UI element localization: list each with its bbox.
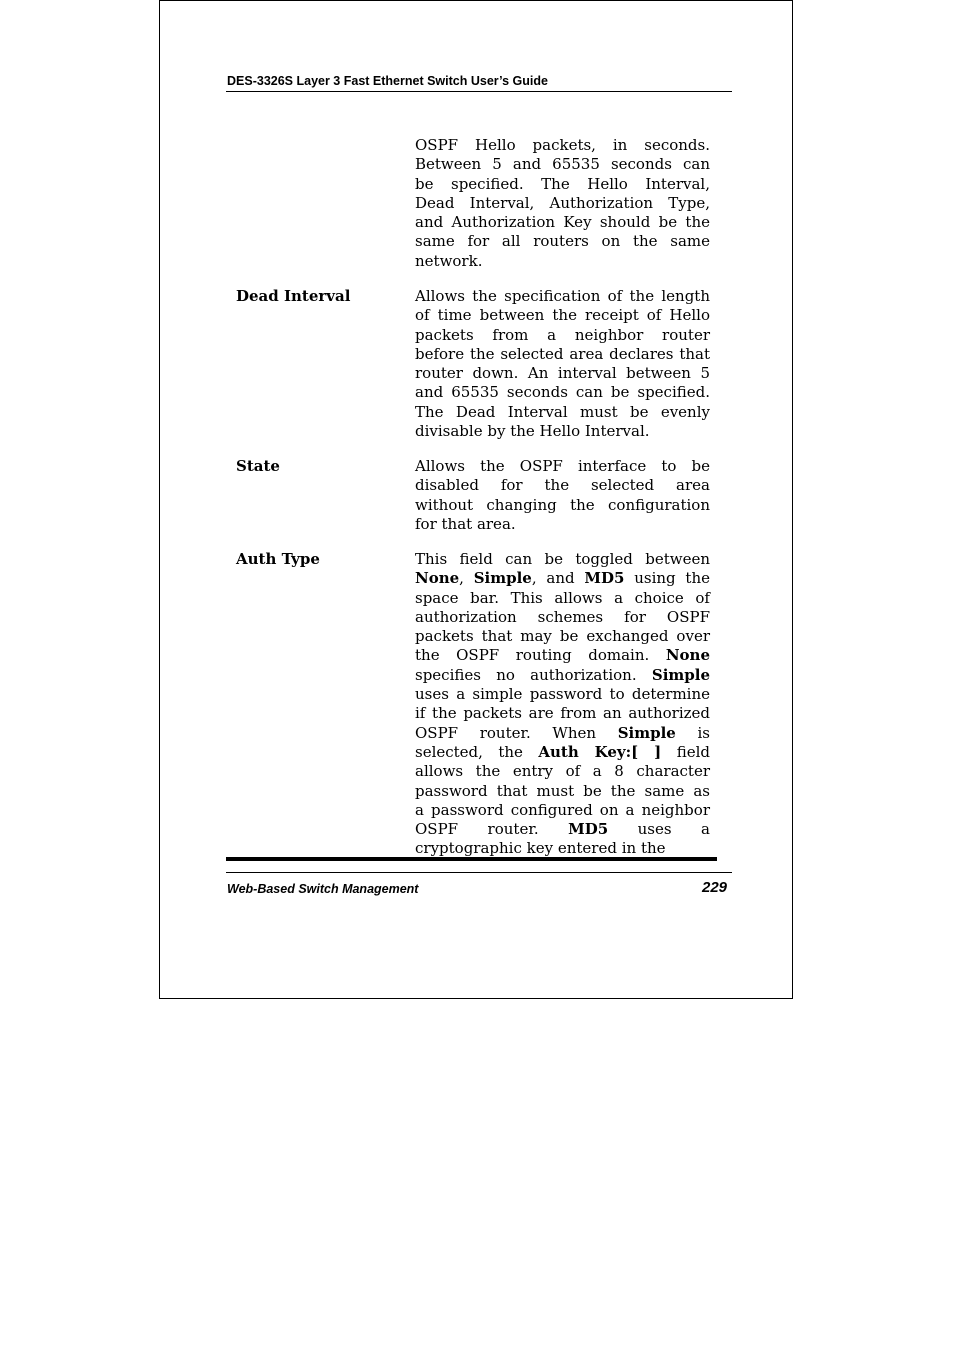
description-line: [415, 155, 710, 174]
description-line: [415, 704, 710, 723]
description-line: [415, 422, 710, 441]
text-run: using the: [624, 569, 710, 588]
description-line: [415, 839, 710, 858]
text-run: Between 5 and 65535 seconds can: [415, 155, 710, 174]
bold-term: Simple: [651, 665, 710, 684]
hello-interval-description: [415, 136, 710, 271]
description-line: [415, 496, 710, 515]
description-line: [415, 403, 710, 422]
text-run: field: [661, 742, 710, 761]
term-auth-type: Auth Type: [236, 550, 320, 568]
description-line: [415, 801, 710, 820]
description-line: [415, 627, 710, 646]
description-line: [415, 685, 710, 704]
text-run: specifies no authorization.: [415, 665, 652, 684]
text-run: authorization schemes for OSPF: [415, 607, 710, 626]
description-line: [415, 287, 710, 306]
term-dead-interval: Dead Interval: [236, 287, 351, 305]
bold-term: MD5: [568, 820, 609, 839]
text-run: OSPF router. When: [415, 723, 618, 742]
state-description: [415, 457, 710, 534]
text-run: Allows the specification of the length: [415, 287, 710, 305]
description-line: [415, 608, 710, 627]
description-line: [415, 743, 710, 762]
description-line: [415, 476, 710, 495]
text-run: , and: [531, 569, 585, 588]
text-run: Dead Interval, Authorization Type,: [415, 193, 710, 212]
description-line: [415, 194, 710, 213]
description-line: [415, 306, 710, 325]
page-number: 229: [702, 879, 728, 896]
description-line: [415, 213, 710, 232]
description-line: [415, 457, 710, 476]
description-line: [415, 383, 710, 402]
text-run: the OSPF routing domain.: [415, 646, 666, 665]
text-run: selected, the: [415, 742, 539, 761]
footer-section-title: Web-Based Switch Management: [227, 882, 419, 896]
text-run: packets that may be exchanged over: [415, 627, 710, 646]
text-run: router down. An interval between 5: [415, 364, 710, 383]
description-line: [415, 515, 710, 534]
description-line: [415, 252, 710, 271]
text-run: same for all routers on the same: [415, 232, 710, 251]
text-run: disabled for the selected area: [415, 476, 710, 495]
text-run: and 65535 seconds can be specified.: [415, 383, 710, 402]
text-run: without changing the configuration: [415, 495, 710, 514]
text-run: for that area.: [415, 514, 516, 533]
text-run: allows the entry of a 8 character: [415, 762, 710, 781]
bold-term: MD5: [584, 569, 625, 588]
bold-term: None: [665, 646, 710, 665]
running-header: DES-3326S Layer 3 Fast Ethernet Switch User’s Guide: [227, 74, 548, 88]
description-line: [415, 136, 710, 155]
text-run: packets from a neighbor router: [415, 325, 710, 344]
text-run: password that must be the same as: [415, 781, 710, 800]
text-run: OSPF Hello packets, in seconds.: [415, 136, 710, 154]
dead-interval-description: [415, 287, 710, 441]
description-line: [415, 724, 710, 743]
text-run: network.: [415, 251, 483, 270]
text-run: uses a simple password to determine: [415, 685, 710, 704]
text-run: is: [675, 723, 710, 742]
description-line: [415, 364, 710, 383]
bold-term: Simple: [473, 569, 532, 588]
description-line: [415, 646, 710, 665]
text-run: before the selected area declares that: [415, 344, 710, 363]
text-run: and Authorization Key should be the: [415, 213, 710, 232]
description-line: [415, 550, 710, 569]
description-line: [415, 666, 710, 685]
description-line: [415, 326, 710, 345]
footer-rule-thick: [226, 857, 717, 861]
text-run: This field can be toggled between: [415, 550, 710, 568]
description-line: [415, 232, 710, 251]
text-run: divisable by the Hello Interval.: [415, 422, 650, 441]
description-line: [415, 762, 710, 781]
text-run: OSPF router.: [415, 820, 569, 839]
description-line: [415, 345, 710, 364]
bold-term: None: [415, 569, 460, 588]
text-run: space bar. This allows a choice of: [415, 588, 710, 607]
footer-rule-thin: [226, 872, 732, 873]
bold-term: Auth Key:[ ]: [538, 742, 662, 761]
text-run: if the packets are from an authorized: [415, 704, 710, 723]
description-line: [415, 589, 710, 608]
description-line: [415, 569, 710, 588]
term-state: State: [236, 457, 280, 475]
text-run: The Dead Interval must be evenly: [415, 402, 710, 421]
description-line: [415, 782, 710, 801]
description-line: [415, 175, 710, 194]
text-run: ,: [459, 569, 474, 588]
text-run: be specified. The Hello Interval,: [415, 174, 710, 193]
text-run: a password configured on a neighbor: [415, 800, 710, 819]
header-rule: [226, 91, 732, 92]
text-run: Allows the OSPF interface to be: [415, 457, 710, 475]
auth-type-description: [415, 550, 710, 859]
description-line: [415, 820, 710, 839]
text-run: uses a: [608, 820, 710, 839]
text-run: of time between the receipt of Hello: [415, 306, 710, 325]
text-run: cryptographic key entered in the: [415, 839, 666, 858]
bold-term: Simple: [617, 723, 676, 742]
